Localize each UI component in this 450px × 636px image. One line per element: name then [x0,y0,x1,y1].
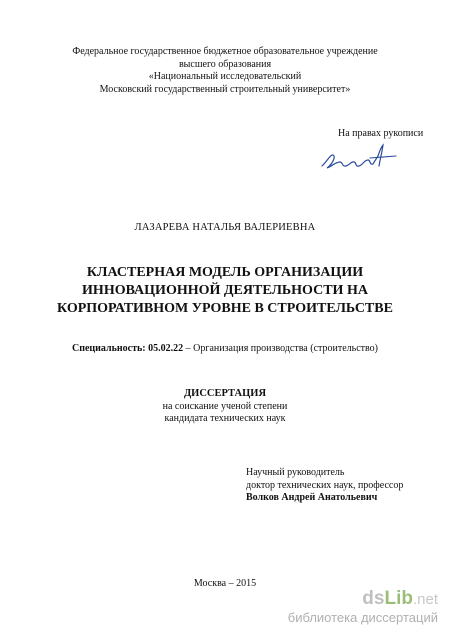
institution-line-2: высшего образования [178,58,272,70]
logo-net: .net [412,591,438,608]
institution-line-4: Московский государственный строительный университет» [99,83,351,95]
degree-line-2: кандидата технических наук [164,413,286,424]
dissertation-title [0,264,450,318]
manuscript-rights-label: На правах рукописи [338,128,424,139]
title-line-1: КЛАСТЕРНАЯ МОДЕЛЬ ОРГАНИЗАЦИИ [86,265,364,280]
handwritten-signature [318,142,398,174]
city-year: Москва – 2015 [193,578,257,589]
author-name: ЛАЗАРЕВА НАТАЛЬЯ ВАЛЕРИЕВНА [134,222,316,233]
dslib-watermark [288,589,438,626]
institution-header [0,46,450,96]
logo-lib: Lib [384,588,413,609]
dissertation-type [0,388,450,426]
institution-line-3: «Национальный исследовательский [148,71,302,82]
dissertation-heading: ДИССЕРТАЦИЯ [183,388,267,399]
specialty-line [0,343,450,354]
institution-line-1: Федеральное государственное бюджетное образовательное учреждение [72,46,378,57]
degree-line-1: на соискание ученой степени [162,400,288,412]
logo-ds: ds [362,588,385,609]
dslib-logo [288,589,438,610]
advisor-name: Волков Андрей Анатольевич [246,492,378,503]
advisor-degree: доктор технических наук, профессор [246,479,404,491]
watermark-subtitle: библиотека диссертаций [287,610,438,625]
advisor-role: Научный руководитель [246,467,345,478]
specialty-code: Специальность: 05.02.22 [71,343,184,354]
title-line-3: КОРПОРАТИВНОМ УРОВНЕ В СТРОИТЕЛЬСТВЕ [57,301,393,316]
title-line-2: ИННОВАЦИОННОЙ ДЕЯТЕЛЬНОСТИ НА [82,283,368,298]
scientific-advisor [246,467,403,505]
specialty-description: – Организация производства (строительство) [183,343,379,354]
